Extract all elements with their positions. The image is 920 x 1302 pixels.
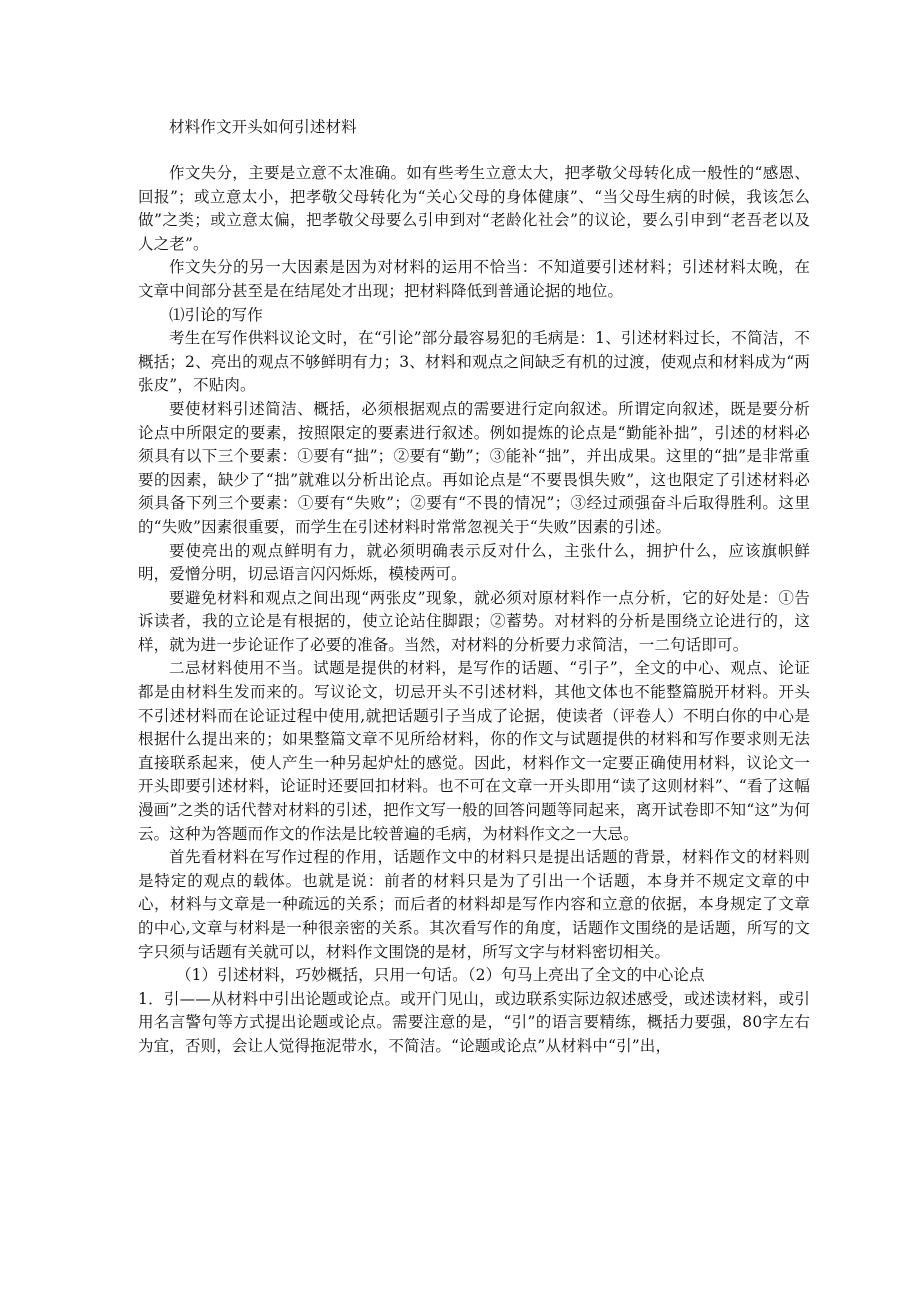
paragraph-1: 作文失分，主要是立意不太准确。如有些考生立意太大，把孝敬父母转化成一般性的“感恩、回报”；或立意太小，把孝敬父母转化为“关心父母的身体健康”、“当父母生病的时候，我该怎么做”之类；或立意太偏，把孝敬父母要么引申到对“老龄化社会”的议论，要么引申到“老吾老以及人之老”。 — [138, 164, 810, 253]
paragraph-2: 作文失分的另一大因素是因为对材料的运用不恰当：不知道要引述材料；引述材料太晚，在文章中间部分甚至是在结尾处才出现；把材料降低到普通论据的地位。 — [138, 258, 810, 300]
section-paragraph-6: 首先看材料在写作过程的作用，话题作文中的材料只是提出话题的背景，材料作文的材料则是特定的观点的载体。也就是说：前者的材料只是为了引出一个话题，本身并不规定文章的中心，材料与文章是一种疏远的关系；而后者的材料却是写作内容和立意的依据，本身规定了文章的中心,文章与材料是一种很亲密的关系。其次看写作的角度，话题作文围绕的是话题，所写的文字只须与话题有关就可以，材料作文围饶的是材，所写文字与材料密切相关。 — [138, 848, 810, 961]
section-paragraph-4: 要避免材料和观点之间出现“两张皮”现象，就必须对原材料作一点分析，它的好处是：①告诉读者，我的立论是有根据的，使立论站住脚跟；②蓄势。对材料的分析是围绕立论进行的，这样，就为进一步论证作了必要的准备。当然，对材料的分析要力求简洁，一二句话即可。 — [138, 588, 810, 654]
section-paragraph-3: 要使亮出的观点鲜明有力，就必须明确表示反对什么，主张什么，拥护什么，应该旗帜鲜明，爱憎分明，切忌语言闪闪烁烁，模棱两可。 — [138, 541, 810, 584]
document-body — [138, 116, 810, 1059]
section-heading: ⑴引论的写作 — [169, 305, 263, 324]
section-paragraph-5: 二忌材料使用不当。试题是提供的材料，是写作的话题、“引子”，全文的中心、观点、论证都是由材料生发而来的。写议论文，切忌开头不引述材料，其他文体也不能整篇脱开材料。开头不引述材料而在论证过程中使用,就把话题引子当成了论据，使读者（评卷人）不明白你的中心是根据什么提出来的；如果整篇文章不见所给材料，你的作文与试题提供的材料和写作要求则无法直接联系起来，使人产生一种另起炉灶的感觉。因此，材料作文一定要正确使用材料，议论文一开头即要引述材料，论证时还要回扣材料。也不可在文章一开头即用“读了这则材料”、“看了这幅漫画”之类的话代替对材料的引述，把作文写一般的回答问题等同起来，离开试卷即不知“这”为何云。这种为答题而作文的作法是比较普遍的毛病，为材料作文之一大忌。 — [138, 659, 810, 843]
numbered-paragraph-1: 1．引——从材料中引出论题或论点。或开门见山，或边联系实际边叙述感受，或述读材料，或引用名言警句等方式提出论题或论点。需要注意的是，“引”的语言要精练，概括力要强，80字左右为宜，否则，会让人觉得拖泥带水，不简洁。“论题或论点”从材料中“引”出， — [138, 989, 810, 1055]
summary-line: （1）引述材料，巧妙概括，只用一句话。（2）句马上亮出了全文的中心论点 — [176, 966, 705, 985]
section-paragraph-2: 要使材料引述简洁、概括，必须根据观点的需要进行定向叙述。所谓定向叙述，既是要分析论点中所限定的要素，按照限定的要素进行叙述。例如提炼的论点是“勤能补拙”，引述的材料必须具有以下三个要素：①要有“拙”；②要有“勤”；③能补“拙”，并出成果。这里的“拙”是非常重要的因素，缺少了“拙”就难以分析出论点。再如论点是“不要畏惧失败”，这也限定了引述材料必须具备下列三个要素：①要有“失败”；②要有“不畏的情况”；③经过顽强奋斗后取得胜利。这里的“失败”因素很重要，而学生在引述材料时常常忽视关于“失败”因素的引述。 — [138, 399, 810, 536]
section-paragraph-1: 考生在写作供料议论文时，在“引论”部分最容易犯的毛病是：1、引述材料过长，不简洁，不概括；2、亮出的观点不够鲜明有力；3、材料和观点之间缺乏有机的过渡，使观点和材料成为“两张皮”，不贴肉。 — [138, 329, 810, 395]
document-title: 材料作文开头如何引述材料 — [169, 118, 357, 136]
